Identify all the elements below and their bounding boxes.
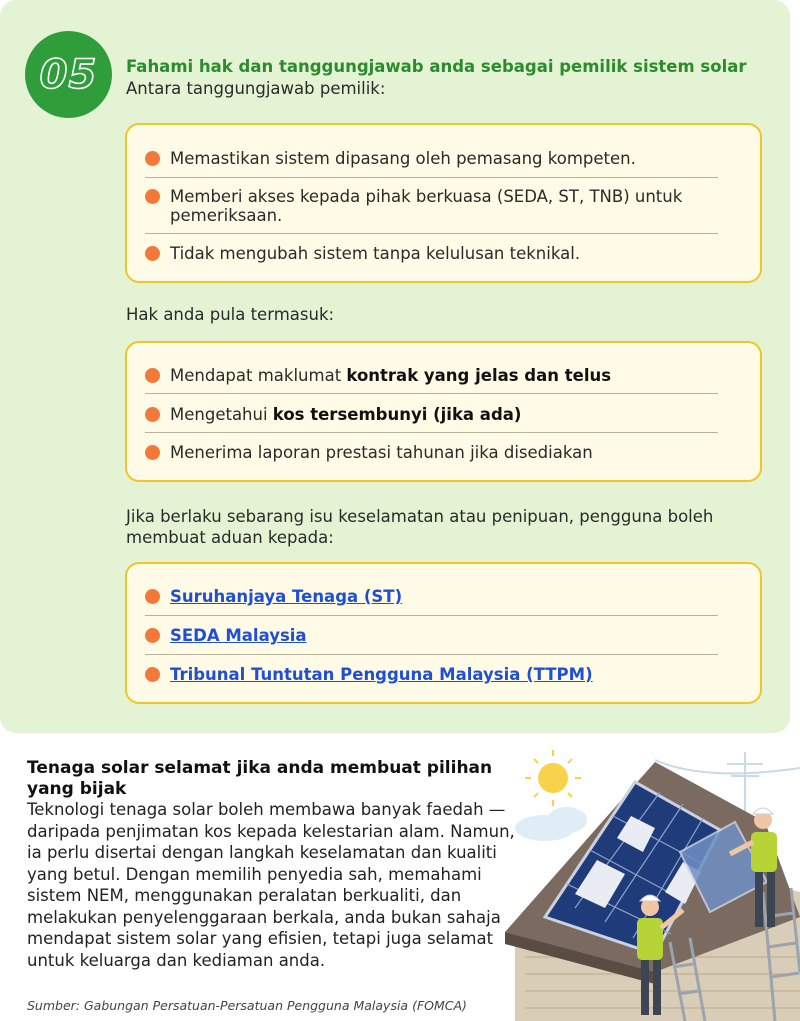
summary-body: Teknologi tenaga solar boleh membawa banyak faedah — daripada penjimatan kos kepada kelestarian alam. Namun, ia perlu disertai dengan langkah keselamatan dan kualiti yang betul. Dengan memilih penyedia sah, memahami sistem NEM, menggunakan peralatan berkualiti, dan melakukan penyelenggaraan berkala, anda bukan sahaja mendapat sistem solar yang efisien, tetapi juga selamat untuk keluarga dan kediaman anda. (27, 800, 515, 970)
sun-icon (525, 750, 581, 806)
step-number: 05 (39, 51, 98, 98)
list-item (145, 587, 718, 606)
list-item (145, 626, 718, 645)
list-item (145, 405, 718, 424)
responsibilities-intro: Antara tanggungjawab pemilik: (126, 79, 386, 98)
list-item (145, 244, 718, 263)
bullet-icon (145, 628, 160, 643)
ttpm-link[interactable]: Tribunal Tuntutan Pengguna Malaysia (TTPM) (170, 665, 593, 684)
complaints-box (125, 562, 762, 704)
list-item-text: Tidak mengubah sistem tanpa kelulusan teknikal. (170, 244, 581, 263)
source-credit: Sumber: Gabungan Persatuan-Persatuan Pengguna Malaysia (FOMCA) (27, 998, 467, 1013)
list-item (145, 665, 718, 684)
rights-intro: Hak anda pula termasuk: (126, 305, 335, 324)
divider (145, 233, 718, 234)
bullet-icon (145, 589, 160, 604)
list-item (145, 366, 718, 385)
summary-title: Tenaga solar selamat jika anda membuat pilihan yang bijak (27, 758, 493, 799)
divider (145, 393, 718, 394)
list-item-text: Memberi akses kepada pihak berkuasa (SEDA, ST, TNB) untuk pemeriksaan. (170, 187, 683, 225)
list-item (145, 187, 718, 225)
bullet-icon (145, 246, 160, 261)
list-item (145, 149, 718, 168)
bullet-icon (145, 407, 160, 422)
bullet-icon (145, 368, 160, 383)
list-item-text: Memastikan sistem dipasang oleh pemasang kompeten. (170, 149, 636, 168)
list-item-text: Mengetahui kos tersembunyi (jika ada) (170, 405, 522, 424)
st-link[interactable]: Suruhanjaya Tenaga (ST) (170, 587, 403, 606)
bullet-icon (145, 667, 160, 682)
bullet-icon (145, 151, 160, 166)
seda-link[interactable]: SEDA Malaysia (170, 626, 307, 645)
step-heading: Fahami hak dan tanggungjawab anda sebagai pemilik sistem solar (126, 57, 747, 76)
step-number-badge (25, 31, 112, 118)
bullet-icon (145, 189, 160, 204)
cloud-icon (515, 807, 587, 841)
bullet-icon (145, 445, 160, 460)
divider (145, 654, 718, 655)
divider (145, 432, 718, 433)
solar-installation-illustration (505, 742, 800, 1021)
responsibilities-box (125, 123, 762, 283)
list-item (145, 443, 718, 462)
list-item-text: Menerima laporan prestasi tahunan jika disediakan (170, 443, 593, 462)
complaints-intro: Jika berlaku sebarang isu keselamatan atau penipuan, pengguna boleh membuat aduan kepada: (126, 507, 714, 547)
divider (145, 615, 718, 616)
divider (145, 177, 718, 178)
rights-box (125, 341, 762, 482)
list-item-text: Mendapat maklumat kontrak yang jelas dan telus (170, 366, 612, 385)
